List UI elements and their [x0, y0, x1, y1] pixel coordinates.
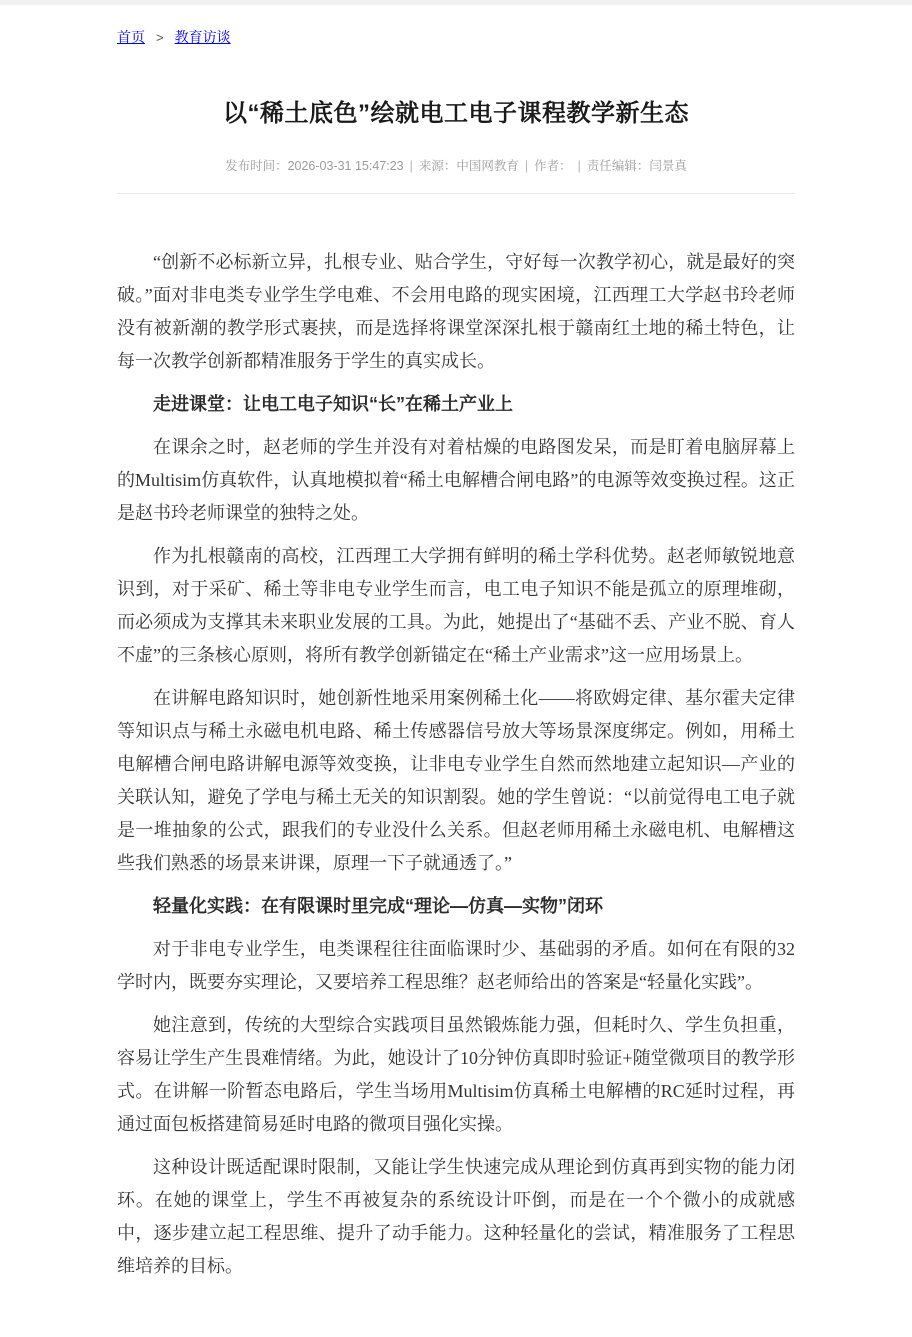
meta-publish-time: 发布时间：2026-03-31 15:47:23: [225, 159, 404, 173]
breadcrumb-separator: >: [156, 30, 164, 45]
meta-separator: |: [524, 159, 529, 173]
breadcrumb-link-home[interactable]: 首页: [117, 29, 145, 45]
article-body: [117, 194, 795, 1283]
article-paragraph: 在讲解电路知识时，她创新性地采用案例稀土化——将欧姆定律、基尔霍夫定律等知识点与稀土永磁电机电路、稀土传感器信号放大等场景深度绑定。例如，用稀土电解槽合闸电路讲解电源等效变换，让非电专业学生自然而然地建立起知识—产业的关联认知，避免了学电与稀土无关的知识割裂。她的学生曾说：“以前觉得电工电子就是一堆抽象的公式，跟我们的专业没什么关系。但赵老师用稀土永磁电机、电解槽这些我们熟悉的场景来讲课，原理一下子就通透了。”: [117, 688, 795, 873]
article-paragraph: 作为扎根赣南的高校，江西理工大学拥有鲜明的稀土学科优势。赵老师敏锐地意识到，对于采矿、稀土等非电专业学生而言，电工电子知识不能是孤立的原理堆砌，而必须成为支撑其未来职业发展的工具。为此，她提出了“基础不丢、产业不脱、育人不虚”的三条核心原则，将所有教学创新锚定在“稀土产业需求”这一应用场景上。: [117, 546, 795, 665]
article-subheading: 走进课堂：让电工电子知识“长”在稀土产业上: [153, 394, 513, 414]
article-paragraph: 在课余之时，赵老师的学生并没有对着枯燥的电路图发呆，而是盯着电脑屏幕上的Multisim仿真软件，认真地模拟着“稀土电解槽合闸电路”的电源等效变换过程。这正是赵书玲老师课堂的独特之处。: [117, 437, 795, 523]
article-page-container: [117, 5, 795, 1283]
article-meta: [117, 157, 795, 175]
meta-source: 来源：中国网教育: [418, 159, 519, 173]
meta-separator: |: [577, 159, 581, 173]
article-paragraph: 她注意到，传统的大型综合实践项目虽然锻炼能力强，但耗时久、学生负担重，容易让学生产生畏难情绪。为此，她设计了10分钟仿真即时验证+随堂微项目的教学形式。在讲解一阶暂态电路后，学生当场用Multisim仿真稀土电解槽的RC延时过程，再通过面包板搭建简易延时电路的微项目强化实操。: [117, 1015, 795, 1134]
article-paragraph: 这种设计既适配课时限制，又能让学生快速完成从理论到仿真再到实物的能力闭环。在她的课堂上，学生不再被复杂的系统设计吓倒，而是在一个个微小的成就感中，逐步建立起工程思维、提升了动手能力。这种轻量化的尝试，精准服务了工程思维培养的目标。: [117, 1157, 795, 1276]
meta-separator: |: [409, 159, 413, 173]
article-paragraph: 对于非电专业学生，电类课程往往面临课时少、基础弱的矛盾。如何在有限的32学时内，既要夯实理论，又要培养工程思维？赵老师给出的答案是“轻量化实践”。: [117, 939, 795, 992]
meta-author: 作者：: [534, 159, 572, 173]
article-paragraph: “创新不必标新立异，扎根专业、贴合学生，守好每一次教学初心，就是最好的突破。”面对非电类专业学生学电难、不会用电路的现实困境，江西理工大学赵书玲老师没有被新潮的教学形式裹挟，而是选择将课堂深深扎根于赣南红土地的稀土特色，让每一次教学创新都精准服务于学生的真实成长。: [117, 252, 795, 371]
article-subheading: 轻量化实践：在有限课时里完成“理论—仿真—实物”闭环: [153, 896, 603, 916]
breadcrumb-link-section[interactable]: 教育访谈: [174, 29, 231, 45]
page-title: 以“稀土底色”绘就电工电子课程教学新生态: [223, 100, 689, 127]
meta-editor: 责任编辑：闫景真: [586, 159, 687, 173]
breadcrumb: [117, 5, 795, 47]
